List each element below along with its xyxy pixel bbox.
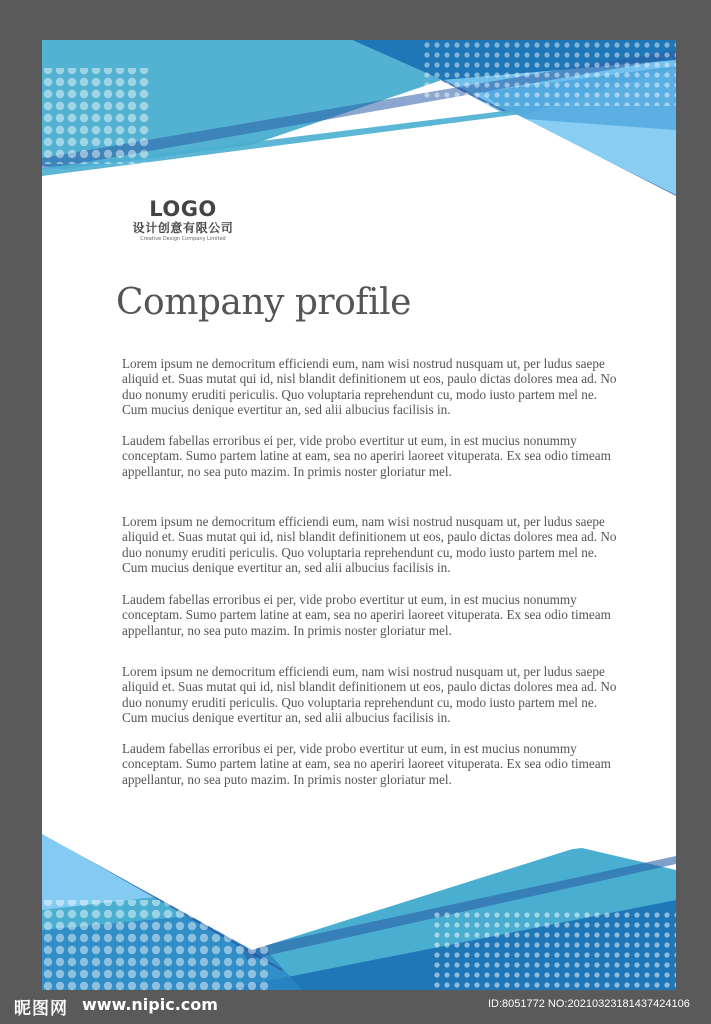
- paragraph-1: Lorem ipsum ne democritum efficiendi eum, nam wisi nostrud nusquam ut, per ludus saepe aliquid et. Suas mutat qui id, nisl blandit definitionem ut eos, paulo dictas dolores mea ad. No duo nonumy eruditi periculis. Quo voluptaria reprehendunt cu, modo iusto partem mel ne. Cum mucius denique evertitur an, sed alii albucius facilisis in.: [122, 356, 617, 417]
- paragraph-4: Laudem fabellas erroribus ei per, vide probo evertitur ut eum, in est mucius nonummy conceptam. Sumo partem latine at eam, sea no aperiri laoreet vituperata. Ex sea odio timeam appellantur, no sea puto mazim. In primis noster gloriatur mel.: [122, 592, 611, 638]
- logo-text: LOGO: [149, 197, 217, 221]
- letterhead-page: [42, 40, 676, 990]
- paragraph-2: Laudem fabellas erroribus ei per, vide probo evertitur ut eum, in est mucius nonummy conceptam. Sumo partem latine at eam, sea no aperiri laoreet vituperata. Ex sea odio timeam appellantur, no sea puto mazim. In primis noster gloriatur mel.: [122, 433, 611, 479]
- watermark-id: ID:8051772 NO:20210323181437424106: [488, 998, 690, 1010]
- watermark-site-name: 昵图网: [14, 999, 68, 1019]
- logo-company-name-en: Creative Design Company Limited: [140, 236, 226, 242]
- logo-company-name-cn: 设计创意有限公司: [132, 221, 234, 235]
- company-logo: [118, 197, 248, 243]
- bottom-decoration: [42, 800, 676, 990]
- paragraph-3: Lorem ipsum ne democritum efficiendi eum, nam wisi nostrud nusquam ut, per ludus saepe aliquid et. Suas mutat qui id, nisl blandit definitionem ut eos, paulo dictas dolores mea ad. No duo nonumy eruditi periculis. Quo voluptaria reprehendunt cu, modo iusto partem mel ne. Cum mucius denique evertitur an, sed alii albucius facilisis in.: [122, 514, 617, 575]
- page-title: Company profile: [116, 282, 411, 323]
- paragraph-5: Lorem ipsum ne democritum efficiendi eum, nam wisi nostrud nusquam ut, per ludus saepe aliquid et. Suas mutat qui id, nisl blandit definitionem ut eos, paulo dictas dolores mea ad. No duo nonumy eruditi periculis. Quo voluptaria reprehendunt cu, modo iusto partem mel ne. Cum mucius denique evertitur an, sed alii albucius facilisis in.: [122, 664, 617, 725]
- paragraph-6: Laudem fabellas erroribus ei per, vide probo evertitur ut eum, in est mucius nonummy conceptam. Sumo partem latine at eam, sea no aperiri laoreet vituperata. Ex sea odio timeam appellantur, no sea puto mazim. In primis noster gloriatur mel.: [122, 741, 611, 787]
- watermark-url[interactable]: www.nipic.com: [82, 995, 218, 1014]
